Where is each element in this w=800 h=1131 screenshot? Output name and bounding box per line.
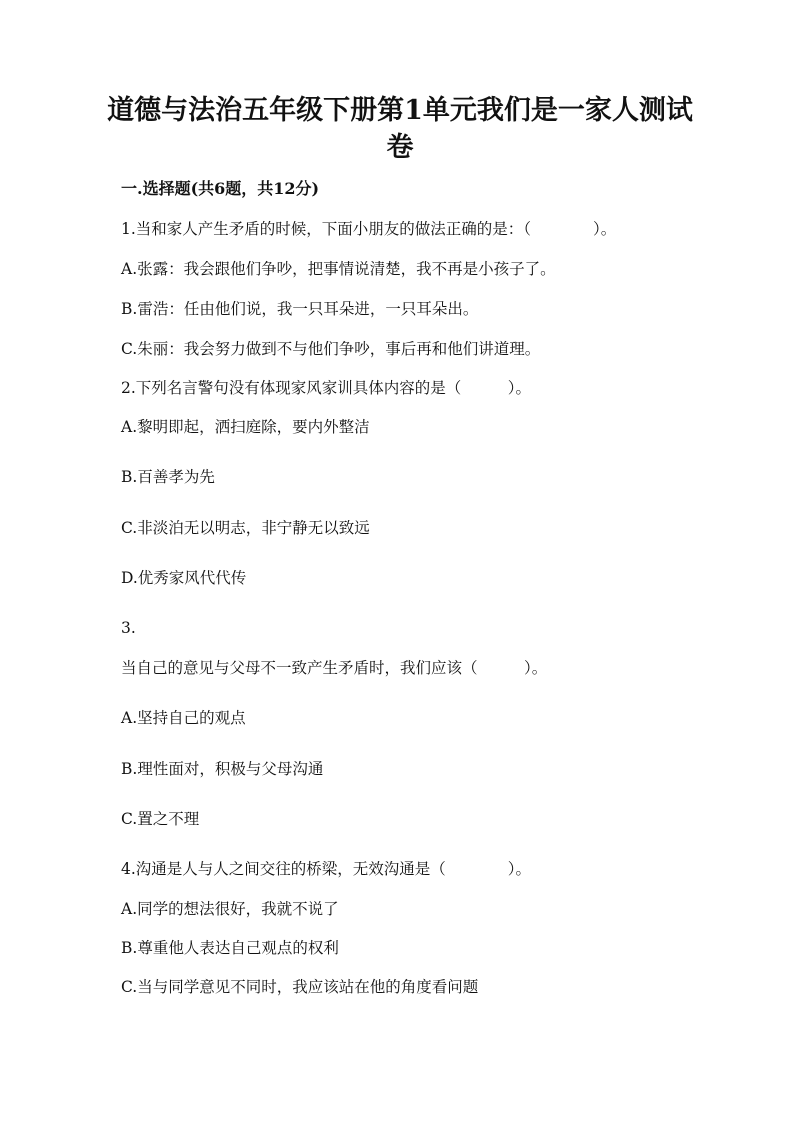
question-2-option-c: C.非淡泊无以明志，非宁静无以致远 xyxy=(121,519,370,537)
question-4-option-c: C.当与同学意见不同时，我应该站在他的角度看问题 xyxy=(121,978,479,996)
page-title xyxy=(0,92,800,166)
question-4-option-b: B.尊重他人表达自己观点的权利 xyxy=(121,939,339,957)
question-1-option-b: B.雷浩：任由他们说，我一只耳朵进，一只耳朵出。 xyxy=(121,300,479,318)
question-1-stem: 1.当和家人产生矛盾的时候，下面小朋友的做法正确的是：（ ）。 xyxy=(121,220,617,238)
question-3-option-b: B.理性面对，积极与父母沟通 xyxy=(121,760,324,778)
question-4-option-a: A.同学的想法很好，我就不说了 xyxy=(121,900,339,918)
question-2-option-a: A.黎明即起，洒扫庭除，要内外整洁 xyxy=(121,418,370,436)
question-2-option-d: D.优秀家风代代传 xyxy=(121,569,247,587)
question-2-stem: 2.下列名言警句没有体现家风家训具体内容的是（ ）。 xyxy=(121,379,532,397)
question-2-option-b: B.百善孝为先 xyxy=(121,468,215,486)
title-line-2: 卷 xyxy=(386,132,414,163)
question-3-option-c: C.置之不理 xyxy=(121,810,200,828)
title-line-1: 道德与法治五年级下册第1单元我们是一家人测试 xyxy=(107,95,693,126)
section-heading: 一.选择题(共6题，共12分) xyxy=(121,179,320,198)
question-1-option-c: C.朱丽：我会努力做到不与他们争吵，事后再和他们讲道理。 xyxy=(121,340,541,358)
question-3-stem: 当自己的意见与父母不一致产生矛盾时，我们应该（ ）。 xyxy=(121,659,548,677)
question-4-stem: 4.沟通是人与人之间交往的桥梁，无效沟通是（ ）。 xyxy=(121,860,532,878)
question-1-option-a: A.张露：我会跟他们争吵，把事情说清楚，我不再是小孩子了。 xyxy=(121,260,556,278)
question-3-number: 3. xyxy=(121,619,136,637)
question-3-option-a: A.坚持自己的观点 xyxy=(121,709,246,727)
